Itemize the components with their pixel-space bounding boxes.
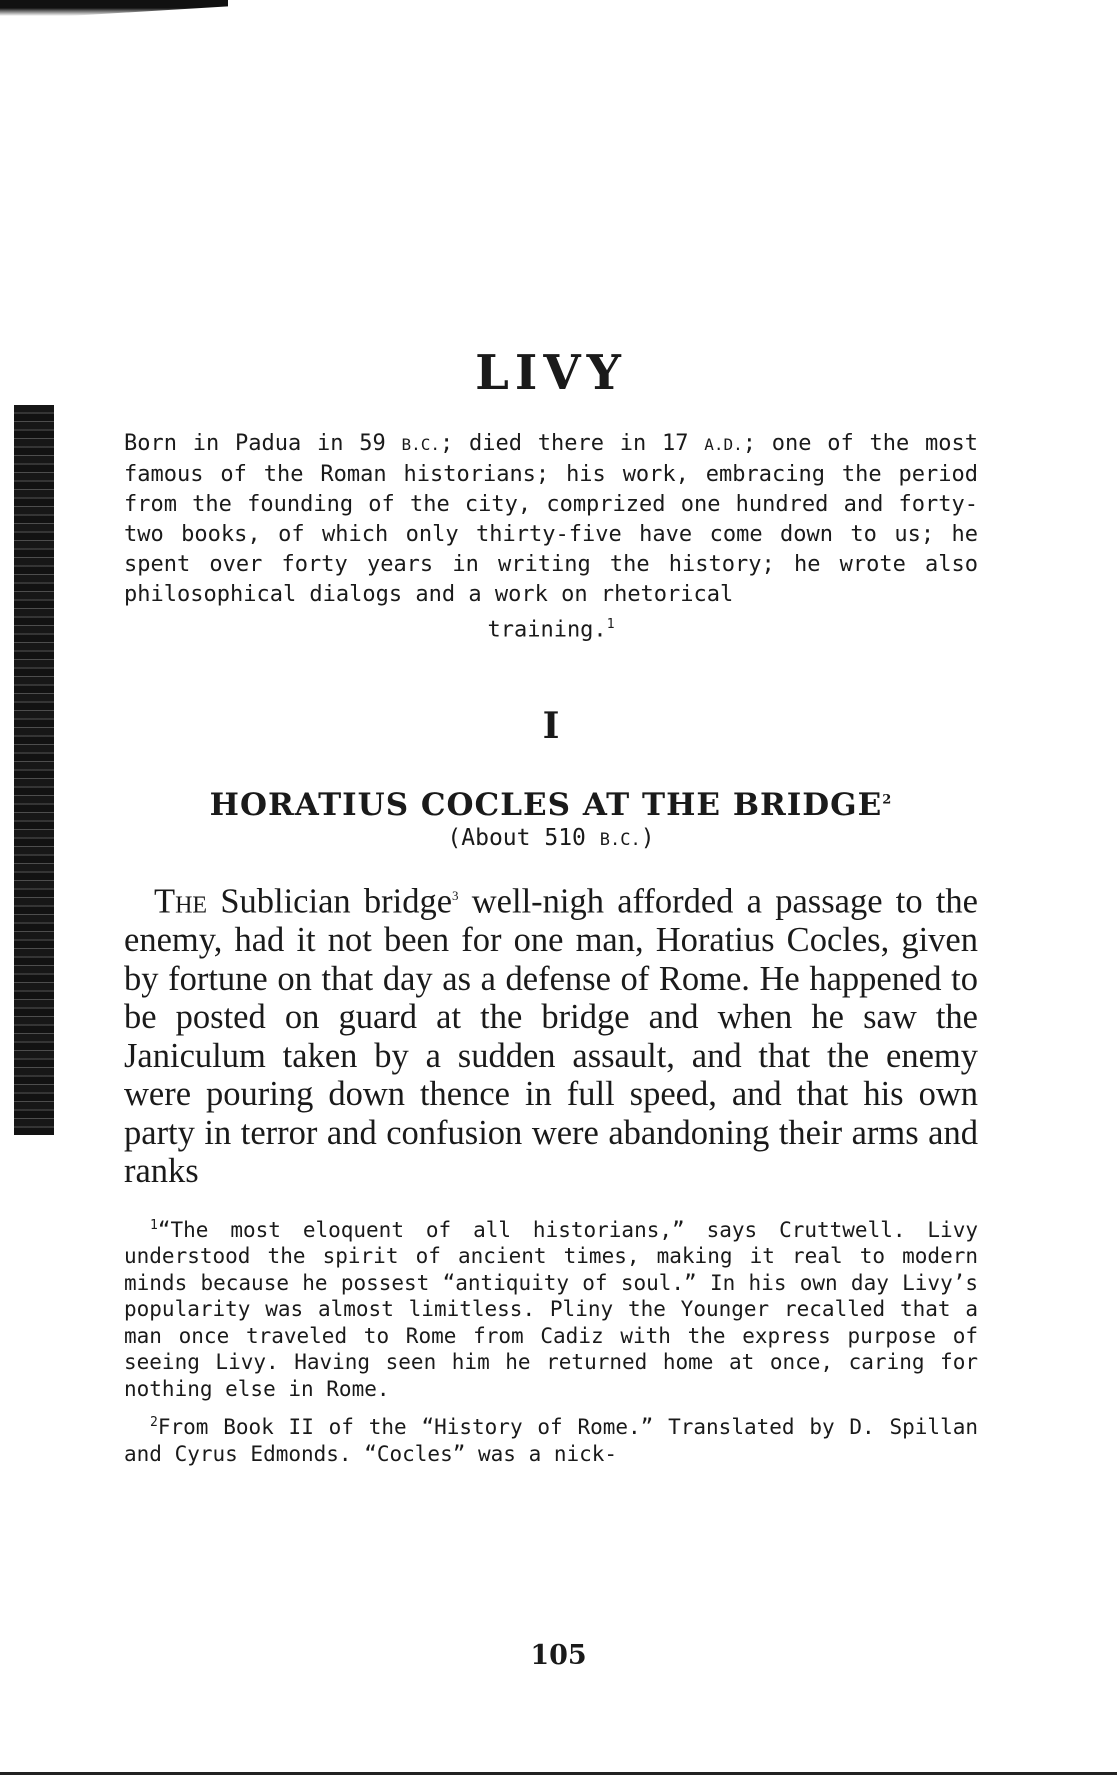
section-date: [124, 825, 978, 851]
bio-last-line: [124, 610, 978, 645]
date-prefix: (About 510: [447, 825, 600, 852]
bio-last-word: training.: [487, 617, 607, 643]
page-number: 105: [530, 1640, 587, 1671]
footnote-text: From Book II of the “History of Rome.” Translated by D. Spillan and Cyrus Edmonds. “Cocles” was a nick-: [124, 1415, 978, 1466]
footnote-marker: 1: [150, 1217, 158, 1233]
bio-born: Born in Padua in 59: [124, 431, 402, 456]
footnote-ref-2: 2: [882, 793, 893, 808]
scan-artifact-bottom-line: [0, 1772, 1117, 1775]
footnote-marker: 2: [150, 1415, 158, 1431]
footnote-text: “The most eloquent of all historians,” says Cruttwell. Livy understood the spirit of ancient times, making it real to modern minds because he possest “antiquity of soul.” In his own day Livy’s popularity was almost limitless. Pliny the Younger recalled that a man once traveled to Rome from Cadiz with the express purpose of seeing Livy. Having seen him he returned home at once, caring for nothing else in Rome.: [124, 1217, 978, 1401]
footnote-2: [124, 1410, 978, 1467]
bio-ad: A.D.: [704, 435, 743, 454]
scan-artifact-top: [0, 0, 228, 16]
body-part-2: well-nigh afforded a passage to the enemy, had it not been for one man, Horatius Cocles, given by fortune on that day as a defense of Rome. He happened to be posted on guard at the bridge and when he saw the Janiculum taken by a sudden assault, and that the enemy were pouring down thence in full speed, and that his own party in terror and confusion were abandoning their arms and ranks: [124, 882, 978, 1191]
author-bio: [124, 429, 978, 610]
body-paragraph: [124, 877, 978, 1191]
book-page: [124, 345, 978, 1475]
bio-bc: B.C.: [401, 435, 441, 454]
date-abbr: B.C.: [599, 830, 641, 851]
bio-died: ; died there in 17: [440, 431, 705, 456]
body-lead-word: The: [154, 882, 208, 921]
author-heading: LIVY: [475, 345, 627, 401]
footnote-ref-3: 3: [452, 888, 459, 904]
footnote-1: [124, 1213, 978, 1403]
scan-artifact-left-edge: [14, 405, 54, 1135]
section-title-text: HORATIUS COCLES AT THE BRIDGE: [209, 787, 883, 824]
footnotes: [124, 1213, 978, 1468]
bio-rest: ; one of the most famous of the Roman historians; his work, embracing the period from the founding of the city, comprized one hundred and forty-two books, of which only thirty-five have come down to us; he spent over forty years in writing the history; he wrote also philosophical dialogs and a work on rhetorical: [124, 431, 979, 607]
section-title: [124, 787, 978, 823]
footnote-ref-1: 1: [606, 617, 615, 632]
date-suffix: ): [640, 825, 655, 852]
body-part-1: Sublician bridge: [207, 882, 453, 921]
section-number: I: [542, 705, 560, 748]
